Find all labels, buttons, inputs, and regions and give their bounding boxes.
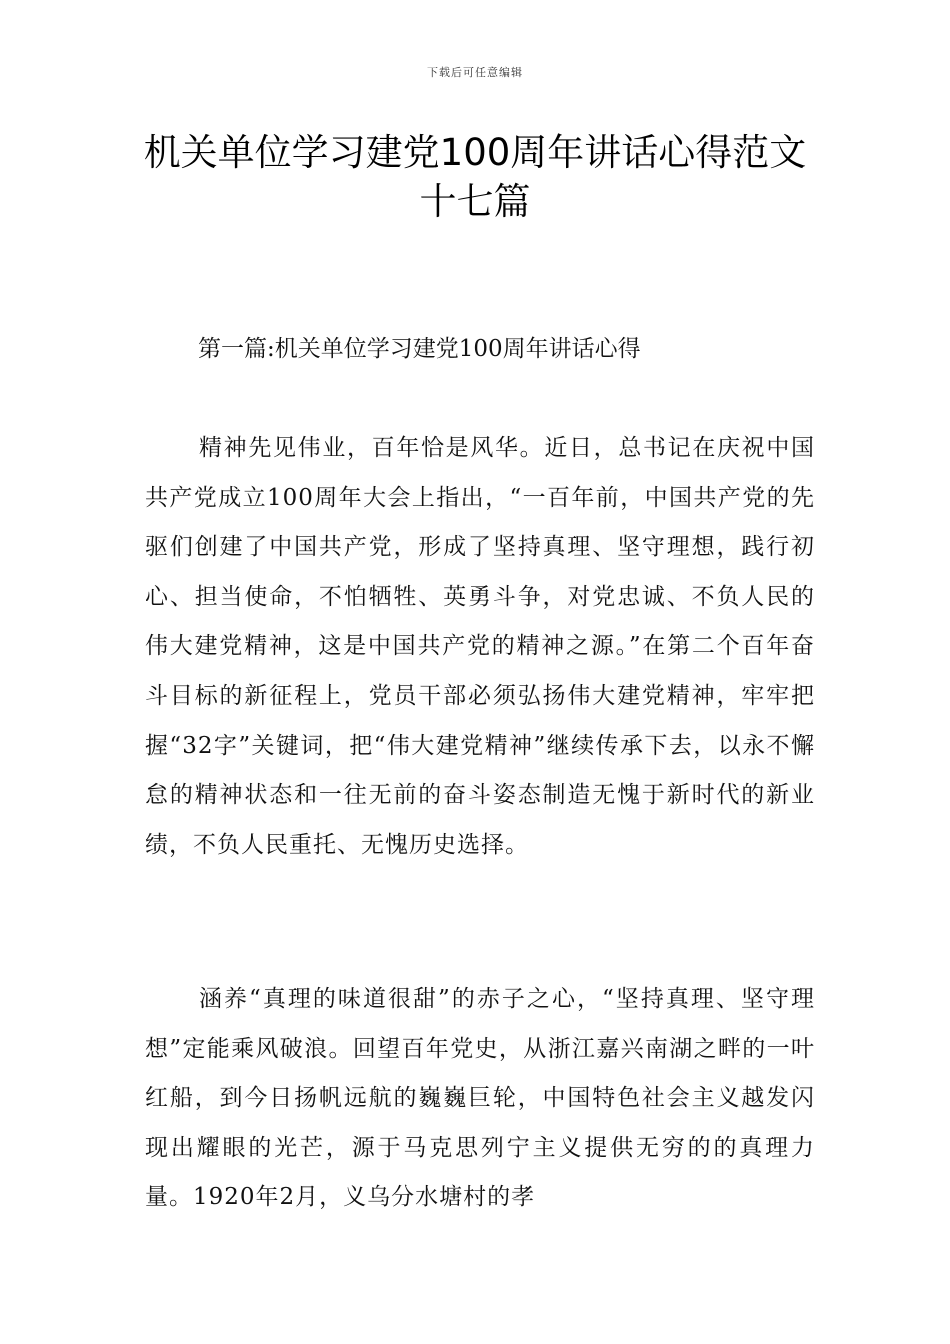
- body-paragraph-1: 精神先见伟业，百年恰是风华。近日，总书记在庆祝中国共产党成立100周年大会上指出，“一百年前，中国共产党的先驱们创建了中国共产党，形成了坚持真理、坚守理想，践行初心、担当使命，不怕牺牲、英勇斗争，对党忠诚、不负人民的伟大建党精神，这是中国共产党的精神之源。”在第二个百年奋斗目标的新征程上，党员干部必须弘扬伟大建党精神，牢牢把握“32字”关键词，把“伟大建党精神”继续传承下去，以永不懈怠的精神状态和一往无前的奋斗姿态制造无愧于新时代的新业绩，不负人民重托、无愧历史选择。: [145, 435, 815, 858]
- document-title: [120, 128, 830, 226]
- title-line-1: 机关单位学习建党100周年讲话心得范文: [143, 131, 807, 174]
- download-edit-note: 下载后可任意编辑: [427, 66, 523, 79]
- body-paragraph-2: 涵养“真理的味道很甜”的赤子之心，“坚持真理、坚守理想”定能乘风破浪。回望百年党史，从浙江嘉兴南湖之畔的一叶红船，到今日扬帆远航的巍巍巨轮，中国特色社会主义越发闪现出耀眼的光芒，源于马克思列宁主义提供无穷的的真理力量。1920年2月，义乌分水塘村的孝: [145, 986, 815, 1211]
- section-heading: 第一篇:机关单位学习建党100周年讲话心得: [198, 336, 641, 362]
- title-line-2: 十七篇: [419, 180, 531, 223]
